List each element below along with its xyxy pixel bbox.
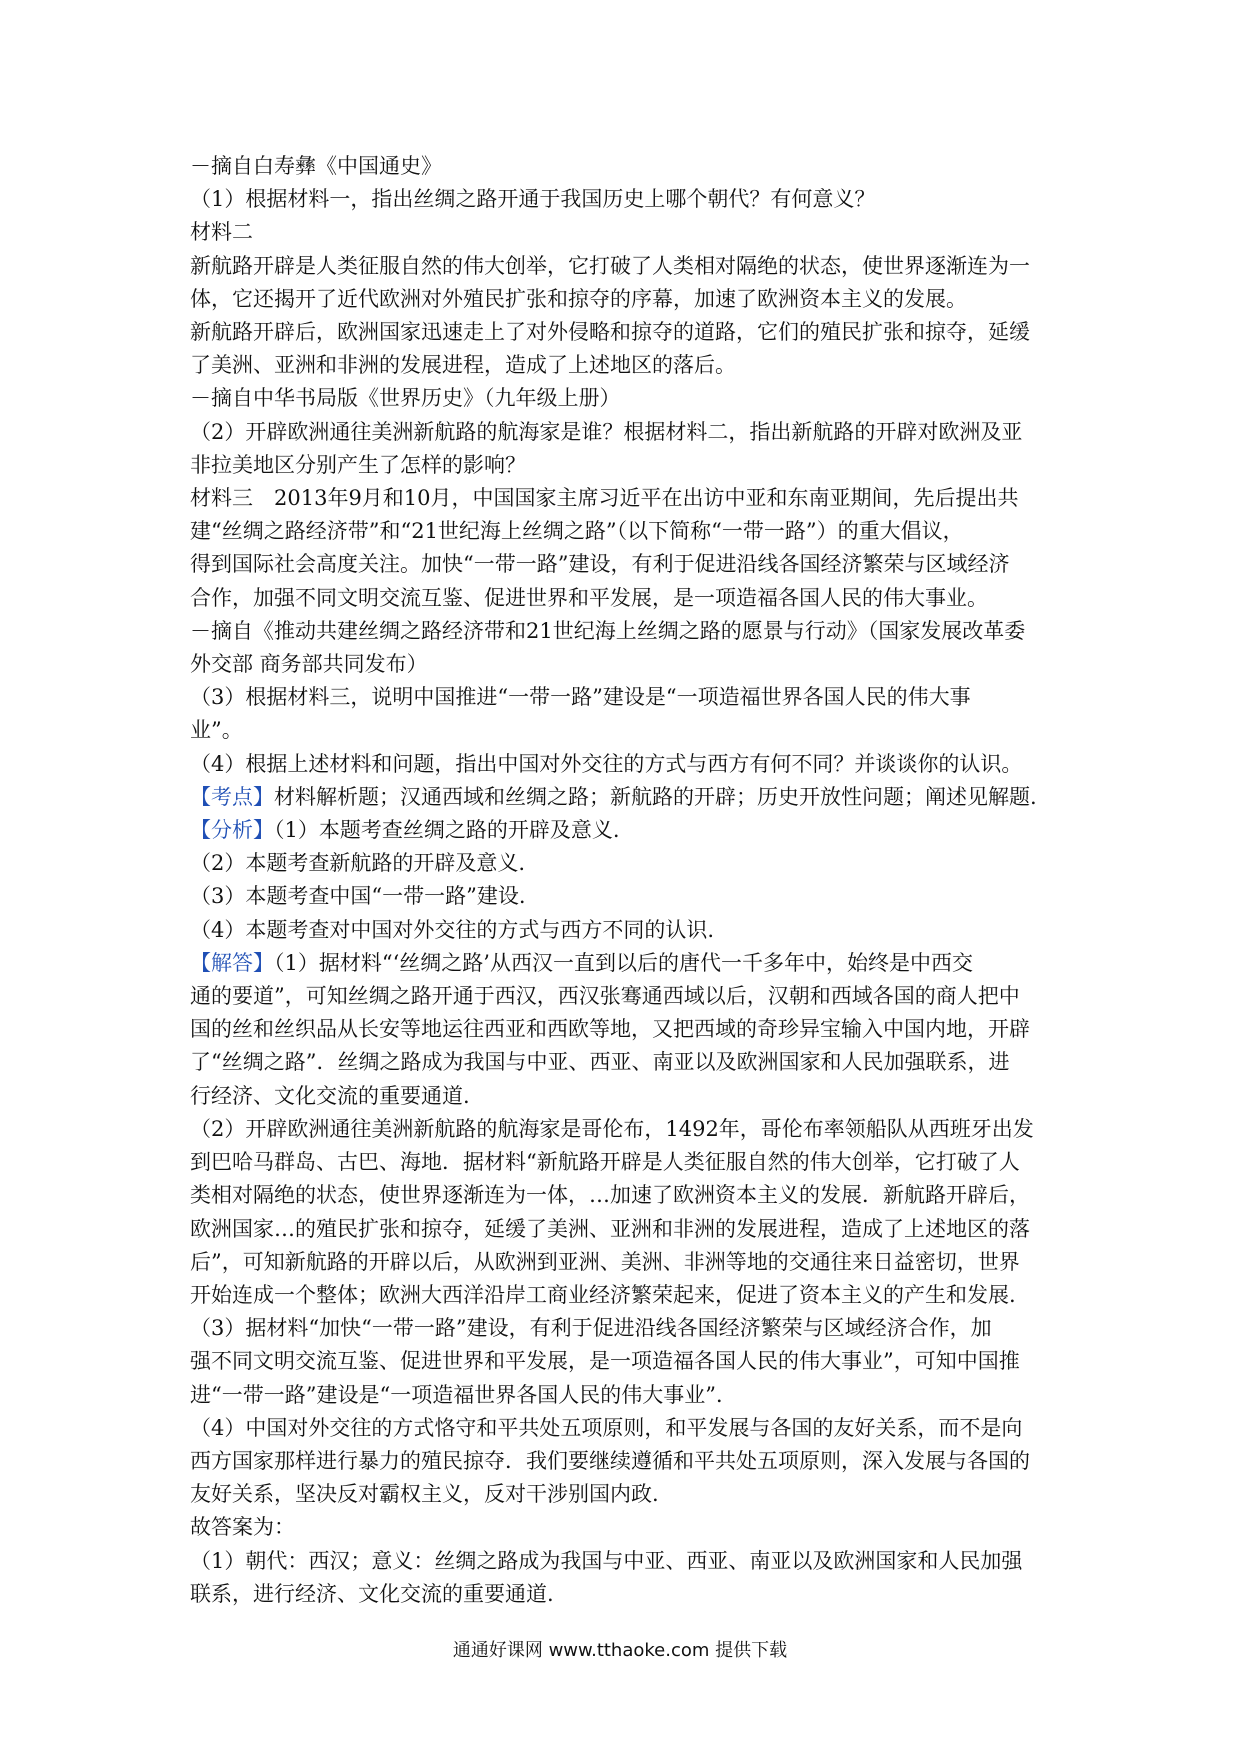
page-footer: 通通好课网 www.tthaoke.com 提供下载 (452, 1640, 788, 1661)
text-line (190, 1412, 1056, 1445)
text-line (190, 648, 1056, 681)
line-text: 合作，加强不同文明交流互鉴、促进世界和平发展，是一项造福各国人民的伟大事业。 (190, 585, 988, 610)
text-line (190, 316, 1056, 349)
text-line (190, 1013, 1056, 1046)
line-text: （2）开辟欧洲通往美洲新航路的航海家是谁？根据材料二，指出新航路的开辟对欧洲及亚 (190, 419, 1023, 444)
text-line (190, 1478, 1056, 1511)
text-line (190, 1279, 1056, 1312)
line-text: 故答案为： (190, 1515, 295, 1540)
text-line (190, 1113, 1056, 1146)
text-line (190, 1379, 1056, 1412)
line-text: 强不同文明交流互鉴、促进世界和平发展，是一项造福各国人民的伟大事业”，可知中国推 (190, 1349, 1020, 1374)
line-text: 友好关系，坚决反对霸权主义，反对干涉别国内政. (190, 1482, 659, 1507)
text-line (190, 283, 1056, 316)
text-line (190, 914, 1056, 947)
line-text: 进“一带一路”建设是“一项造福世界各国人民的伟大事业”． (190, 1382, 737, 1407)
line-text: 西方国家那样进行暴力的殖民掠夺．我们要继续遵循和平共处五项原则，深入发展与各国的 (190, 1448, 1030, 1473)
document-body (190, 150, 1056, 1611)
line-text: （4）本题考查对中国对外交往的方式与西方不同的认识. (190, 917, 715, 942)
text-line (190, 814, 1056, 847)
text-line (190, 515, 1056, 548)
line-text: 体，它还揭开了近代欧洲对外殖民扩张和掠夺的序幕，加速了欧洲资本主义的发展。 (190, 286, 967, 311)
line-text: （3）本题考查中国“一带一路”建设. (190, 884, 526, 909)
line-text: 新航路开辟是人类征服自然的伟大创举，它打破了人类相对隔绝的状态，使世界逐渐连为一 (190, 253, 1030, 278)
line-text: （3）据材料“加快“一带一路”建设，有利于促进沿线各国经济繁荣与区域经济合作，加 (190, 1316, 992, 1341)
line-text: （1）根据材料一，指出丝绸之路开通于我国历史上哪个朝代？有何意义？ (190, 187, 876, 212)
line-text: 非拉美地区分别产生了怎样的影响？ (190, 452, 526, 477)
line-text: 行经济、文化交流的重要通道. (190, 1083, 470, 1108)
line-text: 建“丝绸之路经济带”和“21世纪海上丝绸之路”（以下简称“一带一路”）的重大倡议， (190, 519, 964, 544)
line-text: （1）朝代：西汉；意义：丝绸之路成为我国与中亚、西亚、南亚以及欧洲国家和人民加强 (190, 1548, 1023, 1573)
line-text: 开始连成一个整体；欧洲大西洋沿岸工商业经济繁荣起来，促进了资本主义的产生和发展. (190, 1282, 1016, 1307)
text-line (190, 183, 1056, 216)
line-text: 联系，进行经济、文化交流的重要通道. (190, 1581, 554, 1606)
line-text: （1）据材料“‘丝绸之路’从西汉一直到以后的唐代一千多年中，始终是中西交 (274, 950, 973, 975)
text-line (190, 349, 1056, 382)
line-text: （1）本题考查丝绸之路的开辟及意义. (274, 818, 620, 843)
text-line (190, 748, 1056, 781)
line-text: 材料二 (190, 220, 253, 245)
line-text: 材料三 2013年9月和10月，中国国家主席习近平在出访中亚和东南亚期间，先后提出共 (190, 486, 1019, 511)
text-line (190, 781, 1056, 814)
line-text: 了“丝绸之路”．丝绸之路成为我国与中亚、西亚、南亚以及欧洲国家和人民加强联系，进 (190, 1050, 1010, 1075)
text-line (190, 1080, 1056, 1113)
text-line (190, 880, 1056, 913)
text-line (190, 449, 1056, 482)
section-tag: 【分析】 (190, 818, 274, 843)
text-line (190, 847, 1056, 880)
text-line (190, 1179, 1056, 1212)
text-line (190, 582, 1056, 615)
section-tag: 【考点】 (190, 784, 274, 809)
line-text: （4）中国对外交往的方式恪守和平共处五项原则，和平发展与各国的友好关系，而不是向 (190, 1415, 1023, 1440)
line-text: 欧洲国家…的殖民扩张和掠夺，延缓了美洲、亚洲和非洲的发展进程，造成了上述地区的落 (190, 1216, 1030, 1241)
text-line (190, 1312, 1056, 1345)
line-text: 了美洲、亚洲和非洲的发展进程，造成了上述地区的落后。 (190, 353, 736, 378)
line-text: －摘自中华书局版《世界历史》（九年级上册） (190, 386, 621, 411)
text-line (190, 714, 1056, 747)
text-line (190, 216, 1056, 249)
line-text: 外交部 商务部共同发布） (190, 652, 428, 677)
text-line (190, 980, 1056, 1013)
text-line (190, 250, 1056, 283)
text-line (190, 382, 1056, 415)
section-tag: 【解答】 (190, 950, 274, 975)
text-line (190, 1445, 1056, 1478)
text-line (190, 1545, 1056, 1578)
text-line (190, 1246, 1056, 1279)
text-line (190, 615, 1056, 648)
line-text: 到巴哈马群岛、古巴、海地．据材料“新航路开辟是人类征服自然的伟大创举，它打破了人 (190, 1150, 1020, 1175)
text-line (190, 1345, 1056, 1378)
line-text: 得到国际社会高度关注。加快“一带一路”建设，有利于促进沿线各国经济繁荣与区域经济 (190, 552, 1010, 577)
line-text: －摘自《推动共建丝绸之路经济带和21世纪海上丝绸之路的愿景与行动》（国家发展改革委 (190, 618, 1026, 643)
line-text: 材料解析题；汉通西域和丝绸之路；新航路的开辟；历史开放性问题；阐述见解题. (274, 784, 1037, 809)
line-text: 通的要道”，可知丝绸之路开通于西汉，西汉张骞通西域以后，汉朝和西域各国的商人把中 (190, 984, 1020, 1009)
line-text: （2）本题考查新航路的开辟及意义. (190, 851, 526, 876)
text-line (190, 1511, 1056, 1544)
line-text: 后”，可知新航路的开辟以后，从欧洲到亚洲、美洲、非洲等地的交通往来日益密切，世界 (190, 1249, 1020, 1274)
text-line (190, 482, 1056, 515)
line-text: －摘自白寿彝《中国通史》 (190, 154, 442, 178)
line-text: 业”。 (190, 718, 243, 743)
text-line (190, 1046, 1056, 1079)
line-text: （4）根据上述材料和问题，指出中国对外交往的方式与西方有何不同？并谈谈你的认识。 (190, 751, 1023, 776)
line-text: 新航路开辟后，欧洲国家迅速走上了对外侵略和掠夺的道路，它们的殖民扩张和掠夺，延缓 (190, 320, 1030, 345)
line-text: 国的丝和丝织品从长安等地运往西亚和西欧等地，又把西域的奇珍异宝输入中国内地，开辟 (190, 1017, 1030, 1042)
line-text: （2）开辟欧洲通往美洲新航路的航海家是哥伦布，1492年，哥伦布率领船队从西班牙出发 (190, 1116, 1034, 1141)
text-line (190, 1146, 1056, 1179)
text-line (190, 947, 1056, 980)
text-line (190, 681, 1056, 714)
text-line (190, 1578, 1056, 1611)
text-line (190, 150, 1056, 183)
text-line (190, 416, 1056, 449)
line-text: （3）根据材料三，说明中国推进“一带一路”建设是“一项造福世界各国人民的伟大事 (190, 685, 971, 710)
line-text: 类相对隔绝的状态，使世界逐渐连为一体，…加速了欧洲资本主义的发展．新航路开辟后， (190, 1183, 1030, 1208)
text-line (190, 1213, 1056, 1246)
text-line (190, 548, 1056, 581)
